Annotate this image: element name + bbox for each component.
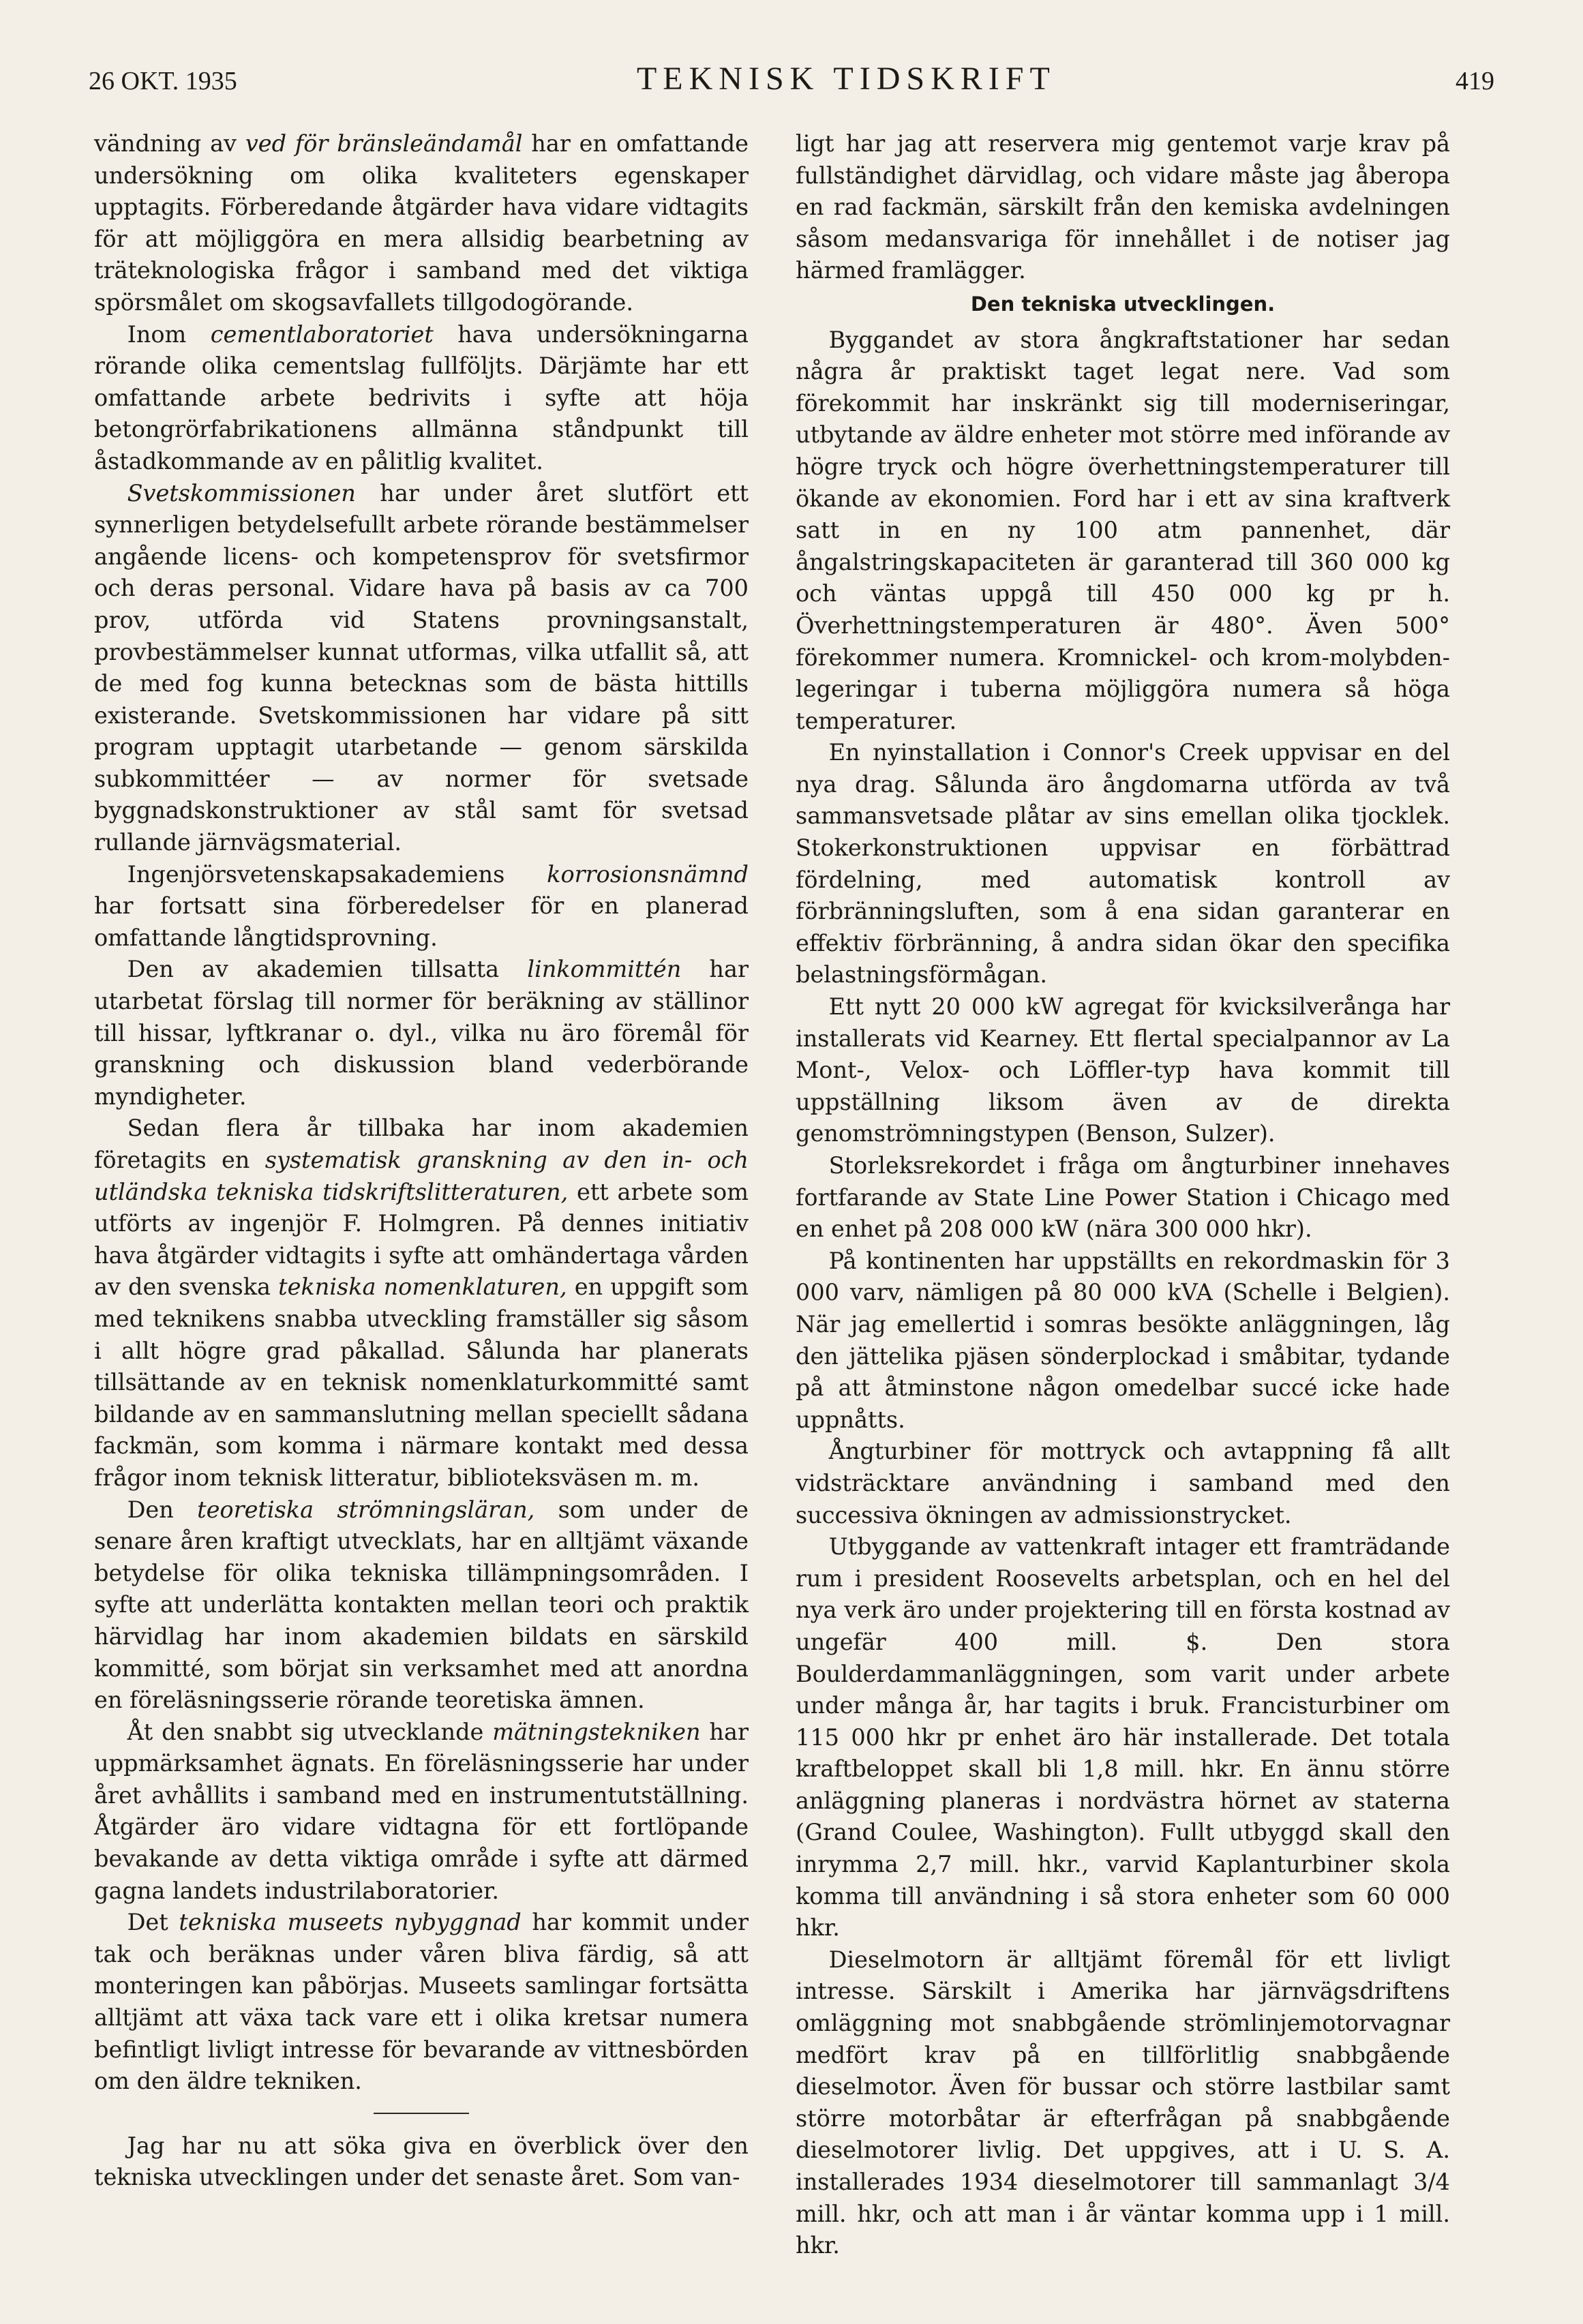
paragraph: Ångturbiner för mottryck och avtappning få allt vidsträcktare användning i samband med den successiva ökningen av admissionstrycket. bbox=[796, 1438, 1450, 1528]
paragraph: vändning av ved för bränsleändamål har en omfattande undersökning om olika kvaliteters egenskaper upptagits. Förberedande åtgärder hava vidare vidtagits för att möjliggöra en mera allsidig bearbetning av träteknologiska frågor i samband med det viktiga spörsmålet om skogsavfallets tillgodogörande. bbox=[94, 130, 749, 316]
paragraph: Storleksrekordet i fråga om ångturbiner innehaves fortfarande av State Line Power Station i Chicago med en enhet på 208 000 kW (nära 300 000 hkr). bbox=[796, 1152, 1450, 1243]
paragraph: En nyinstallation i Connor's Creek uppvisar en del nya drag. Sålunda äro ångdomarna utförda av två sammansvetsade plåtar av sins emellan olika tjocklek. Stokerkonstruktionen uppvisar en förbättrad fördelning, med automatisk kontroll av förbränningsluften, som å ena sidan garanterar en effektiv förbränning, å andra sidan ökar den specifika belastningsförmågan. bbox=[796, 739, 1450, 989]
paragraph: Den teoretiska strömningsläran, som under de senare åren kraftigt utvecklats, har en alltjämt växande betydelse för olika tekniska tillämpningsområden. I syfte att underlätta kontakten mellan teori och praktik härvidlag har inom akademien bildats en särskild kommitté, som börjat sin verksamhet med att anordna en föreläsningsserie rörande teoretiska ämnen. bbox=[94, 1496, 749, 1714]
paragraph: Byggandet av stora ångkraftstationer har sedan några år praktiskt taget legat nere. Vad som förekommit har inskränkt sig till moderniseringar, utbytande av äldre enheter mot större med införande av högre tryck och högre överhettningstemperaturer till ökande av ekonomien. Ford har i ett av sina kraftverk satt in en ny 100 atm pannenhet, där ångalstringskapaciteten är garanterad till 360 000 kg och väntas uppgå till 450 000 kg pr h. Överhettningstemperaturen är 480°. Även 500° förekommer numera. Kromnickel- och krom-molybden-legeringar i tuberna möjliggöra numera så höga temperaturer. bbox=[796, 326, 1450, 734]
paragraph: Svetskommissionen har under året slutfört ett synnerligen betydelsefullt arbete rörande bestämmelser angående licens- och kompetensprov för svetsfirmor och deras personal. Vidare hava på basis av ca 700 prov, utförda vid Statens provningsanstalt, provbestämmelser kunnat utformas, vilka utfallit så, att de med fog kunna betecknas som de bästa hittills existerande. Svetskommissionen har vidare på sitt program upptagit utarbetande — genom särskilda subkommittéer — av normer för svetsade byggnadskonstruktioner av stål samt för svetsad rullande järnvägsmaterial. bbox=[94, 479, 749, 856]
paragraph: ligt har jag att reservera mig gentemot varje krav på fullständighet därvidlag, och vidare måste jag åberopa en rad fackmän, särskilt från den kemiska avdelningen såsom medansvariga för innehållet i de notiser jag härmed framlägger. bbox=[796, 130, 1450, 284]
paragraph: Åt den snabbt sig utvecklande mätningstekniken har uppmärksamhet ägnats. En föreläsningsserie har under året avhållits i samband med en instrumentutställning. Åtgärder äro vidare vidtagna för ett fortlöpande bevakande av detta viktiga område i syfte att därmed gagna landets industrilaboratorier. bbox=[94, 1718, 749, 1904]
paragraph: Sedan flera år tillbaka har inom akademien företagits en systematisk granskning av den in- och utländska tekniska tidskriftslitteraturen, ett arbete som utförts av ingenjör F. Holmgren. På dennes initiativ hava åtgärder vidtagits i syfte att omhändertaga vården av den svenska tekniska nomenklaturen, en uppgift som med teknikens snabba utveckling framställer sig såsom i allt högre grad påkallad. Sålunda har planerats tillsättande av en teknisk nomenklaturkommitté samt bildande av en sammanslutning mellan speciellt sådana fackmän, som komma i närmare kontakt med dessa frågor inom teknisk litteratur, biblioteksväsen m. m. bbox=[94, 1115, 749, 1491]
paragraph: Jag har nu att söka giva en överblick över den tekniska utvecklingen under det senaste året. Som van- bbox=[94, 2132, 749, 2191]
paragraph: På kontinenten har uppställts en rekordmaskin för 3 000 varv, nämligen på 80 000 kVA (Schelle i Belgien). När jag emellertid i somras besökte anläggningen, låg den jättelika pjäsen sönderplockad i småbitar, tydande på att åtminstone någon omedelbar succé icke hade uppnåtts. bbox=[796, 1247, 1450, 1433]
section-heading: Den tekniska utvecklingen. bbox=[970, 292, 1276, 316]
right-column bbox=[796, 128, 1450, 2262]
issue-date: 26 OKT. 1935 bbox=[89, 67, 237, 95]
journal-title: TEKNISK TIDSKRIFT bbox=[636, 61, 1056, 97]
paragraph: Inom cementlaboratoriet hava undersökningarna rörande olika cementslag fullföljts. Därjämte har ett omfattande arbete bedrivits i syfte att höja betongrörfabrikationens allmänna ståndpunkt till åstadkommande av en pålitlig kvalitet. bbox=[94, 320, 749, 474]
paragraph: Ett nytt 20 000 kW agregat för kvicksilverånga har installerats vid Kearney. Ett flertal specialpannor av La Mont-, Velox- och Löffler-typ hava kommit till uppställning liksom även av de direkta genomströmningstypen (Benson, Sulzer). bbox=[796, 993, 1451, 1147]
left-column bbox=[94, 128, 749, 2194]
page-number: 419 bbox=[1455, 67, 1494, 95]
paragraph: Utbyggande av vattenkraft intager ett framträdande rum i president Roosevelts arbetsplan, och en hel del nya verk äro under projektering till en första kostnad av ungefär 400 mill. $. Den stora Boulderdammanläggningen, som varit under arbete under många år, har tagits i bruk. Francisturbiner om 115 000 hkr pr enhet äro här installerade. Det totala kraftbeloppet skall bli 1,8 mill. hkr. En ännu större anläggning planeras i nordvästra hörnet av staterna (Grand Coulee, Washington). Fullt utbyggd skall den inrymma 2,7 mill. hkr., varvid Kaplanturbiner skola komma till användning i så stora enheter som 60 000 hkr. bbox=[796, 1533, 1450, 1942]
paragraph: Ingenjörsvetenskapsakademiens korrosionsnämnd har fortsatt sina förberedelser för en planerad omfattande långtidsprovning. bbox=[94, 860, 749, 951]
paragraph: Dieselmotorn är alltjämt föremål för ett livligt intresse. Särskilt i Amerika har järnvägsdriftens omläggning mot snabbgående strömlinjemotorvagnar medfört krav på en tillförlitlig snabbgående dieselmotor. Även för bussar och större lastbilar samt större motorbåtar är efterfrågan på snabbgående dieselmotorer livlig. Det uppgives, att i U. S. A. installerades 1934 dieselmotorer till sammanlagt 3/4 mill. hkr, och att man i år väntar komma upp i 1 mill. hkr. bbox=[796, 1946, 1450, 2259]
paragraph: Den av akademien tillsatta linkommittén har utarbetat förslag till normer för beräkning av ställinor till hissar, lyftkranar o. dyl., vilka nu äro föremål för granskning och diskussion bland vederbörande myndigheter. bbox=[94, 956, 749, 1110]
paragraph: Det tekniska museets nybyggnad har kommit under tak och beräknas under våren bliva färdig, så att monteringen kan påbörjas. Museets samlingar fortsätta alltjämt att växa tack vare ett i olika kretsar numera befintligt livligt intresse för bevarande av vittnesbörden om den äldre tekniken. bbox=[94, 1909, 749, 2095]
section-divider bbox=[374, 2113, 469, 2114]
page-header bbox=[89, 60, 1494, 115]
